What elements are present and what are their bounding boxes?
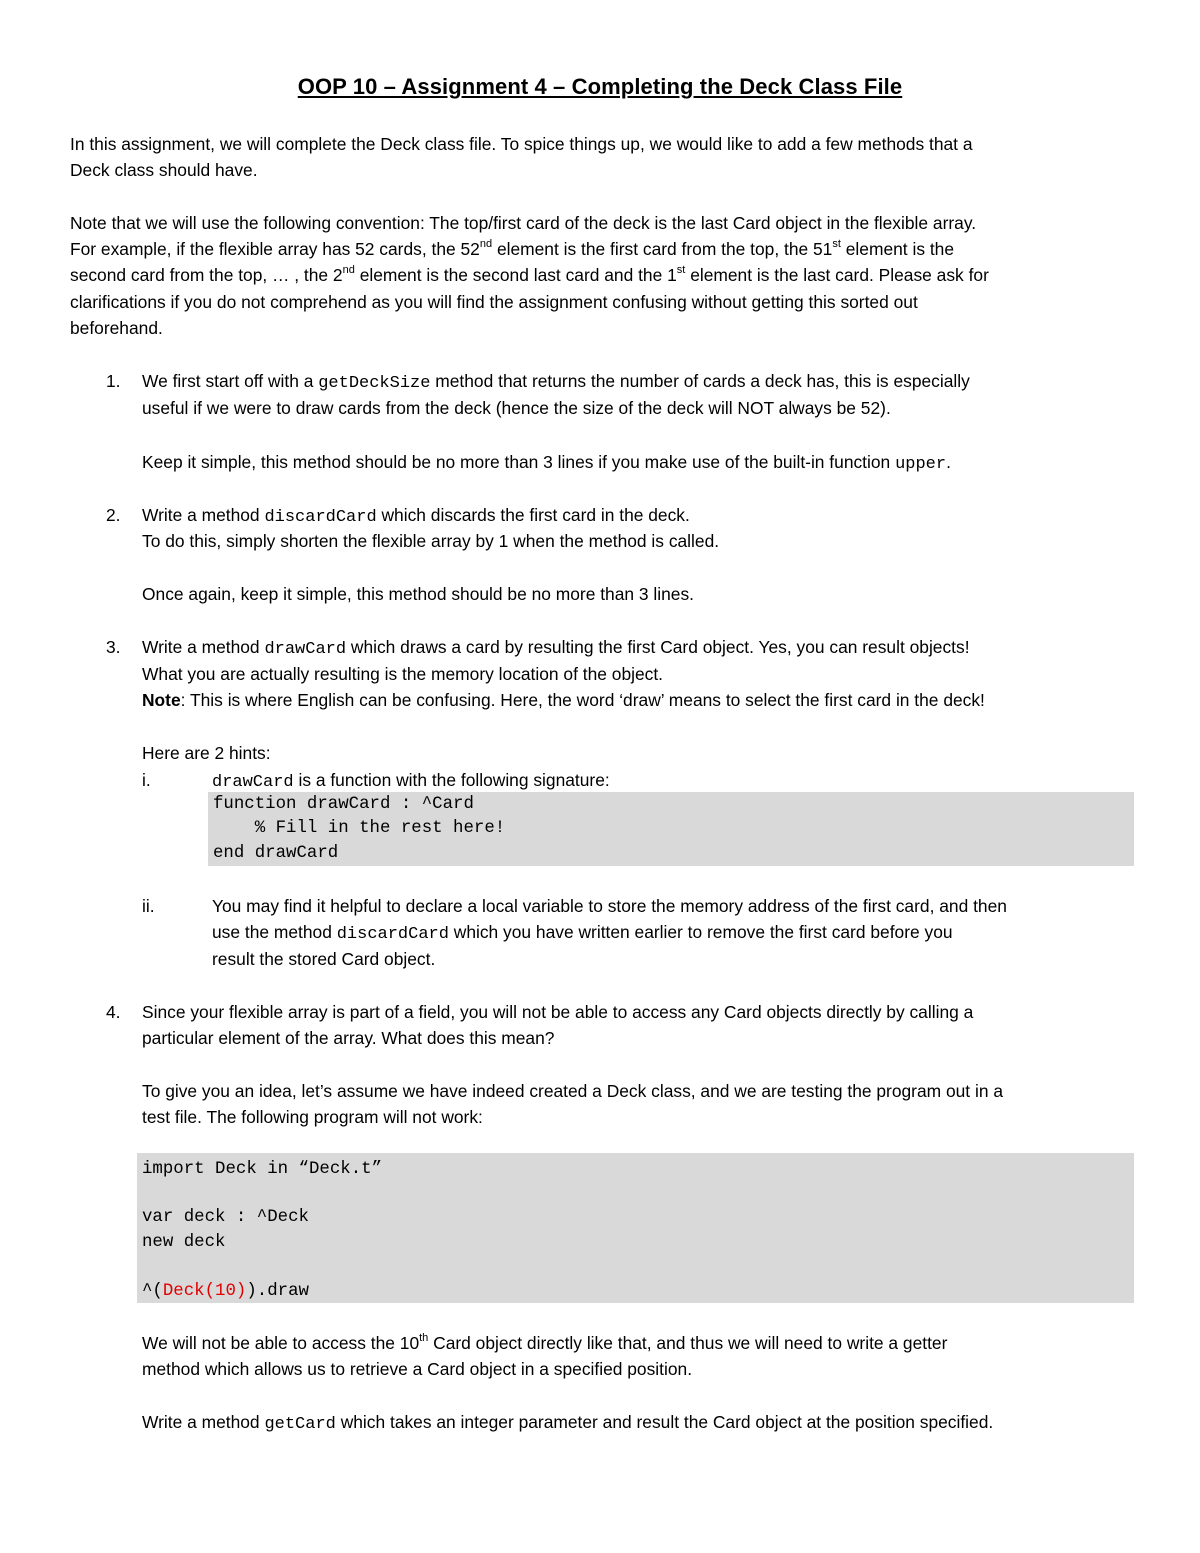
code-line: new deck bbox=[142, 1233, 226, 1252]
code-error-highlight: Deck(10) bbox=[162, 1282, 247, 1301]
code-line: end drawCard bbox=[213, 844, 339, 863]
note-line-1: Note that we will use the following convention: The top/first card of the deck is the last Card object in the flexible array. bbox=[70, 213, 977, 233]
hint-1-number: i. bbox=[142, 770, 151, 790]
item-4-line-3: To give you an idea, let’s assume we have indeed created a Deck class, and we are testing the program out in a bbox=[142, 1081, 1004, 1101]
code-getDeckSize: getDeckSize bbox=[318, 374, 431, 393]
item-3-line-2: What you are actually resulting is the memory location of the object. bbox=[142, 664, 664, 684]
item-1-line-1: We first start off with a getDeckSize method that returns the number of cards a deck has, this is especially bbox=[142, 371, 970, 393]
item-4-line-2: particular element of the array. What does this mean? bbox=[142, 1028, 555, 1048]
code-line: var deck : ^Deck bbox=[142, 1208, 309, 1227]
hints-intro: Here are 2 hints: bbox=[142, 743, 271, 763]
item-1-number: 1. bbox=[106, 371, 121, 391]
item-4-line-5: We will not be able to access the 10th Card object directly like that, and thus we will need to write a getter bbox=[142, 1332, 948, 1353]
code-block-drawCard bbox=[208, 792, 1134, 866]
code-discardCard-inline: discardCard bbox=[336, 925, 449, 944]
hint-2-line-2: use the method discardCard which you have written earlier to remove the first card before you bbox=[212, 922, 953, 944]
item-1-line-2: useful if we were to draw cards from the deck (hence the size of the deck will NOT always be 52). bbox=[142, 398, 891, 418]
item-2-number: 2. bbox=[106, 505, 121, 525]
item-2-line-1: Write a method discardCard which discards the first card in the deck. bbox=[142, 505, 690, 527]
intro-line-1: In this assignment, we will complete the Deck class file. To spice things up, we would like to add a few methods that a bbox=[70, 134, 973, 154]
code-getCard: getCard bbox=[264, 1415, 336, 1434]
document-title: OOP 10 – Assignment 4 – Completing the Deck Class File bbox=[297, 74, 903, 99]
item-3-line-3: Note: This is where English can be confusing. Here, the word ‘draw’ means to select the first card in the deck! bbox=[142, 690, 985, 710]
item-4-line-1: Since your flexible array is part of a field, you will not be able to access any Card objects directly by calling a bbox=[142, 1002, 974, 1022]
item-3-number: 3. bbox=[106, 637, 121, 657]
code-discardCard: discardCard bbox=[264, 508, 377, 527]
code-drawCard-inline: drawCard bbox=[212, 773, 294, 792]
note-line-3: second card from the top, … , the 2nd element is the second last card and the 1st element is the last card. Please ask for bbox=[70, 264, 989, 285]
note-line-5: beforehand. bbox=[70, 318, 163, 338]
hint-2-number: ii. bbox=[142, 896, 155, 916]
item-4-line-6: method which allows us to retrieve a Card object in a specified position. bbox=[142, 1359, 693, 1379]
code-line: ^(Deck(10)).draw bbox=[142, 1282, 309, 1301]
hint-2-line-1: You may find it helpful to declare a local variable to store the memory address of the first card, and then bbox=[212, 896, 1007, 916]
item-4-line-4: test file. The following program will not work: bbox=[142, 1107, 483, 1127]
note-line-2: For example, if the flexible array has 52 cards, the 52nd element is the first card from the top, the 51st element is the bbox=[70, 238, 955, 259]
code-block-test-program bbox=[137, 1153, 1134, 1303]
hint-2-line-3: result the stored Card object. bbox=[212, 949, 436, 969]
item-4-number: 4. bbox=[106, 1002, 121, 1022]
note-line-4: clarifications if you do not comprehend as you will find the assignment confusing without getting this sorted out bbox=[70, 292, 918, 312]
item-3-line-1: Write a method drawCard which draws a card by resulting the first Card object. Yes, you can result objects! bbox=[142, 637, 970, 659]
code-line: import Deck in “Deck.t” bbox=[142, 1160, 383, 1179]
intro-line-2: Deck class should have. bbox=[70, 160, 258, 180]
item-4-line-7: Write a method getCard which takes an integer parameter and result the Card object at the position specified. bbox=[142, 1412, 994, 1434]
item-2-line-3: Once again, keep it simple, this method should be no more than 3 lines. bbox=[142, 584, 694, 604]
item-1-line-3: Keep it simple, this method should be no more than 3 lines if you make use of the built-in function upper. bbox=[142, 452, 951, 474]
code-line: function drawCard : ^Card bbox=[213, 795, 474, 814]
hint-1-text: drawCard is a function with the following signature: bbox=[212, 770, 610, 792]
code-upper: upper bbox=[895, 455, 947, 474]
item-2-line-2: To do this, simply shorten the flexible array by 1 when the method is called. bbox=[142, 531, 720, 551]
code-drawCard: drawCard bbox=[264, 640, 347, 659]
code-line: % Fill in the rest here! bbox=[213, 819, 506, 838]
